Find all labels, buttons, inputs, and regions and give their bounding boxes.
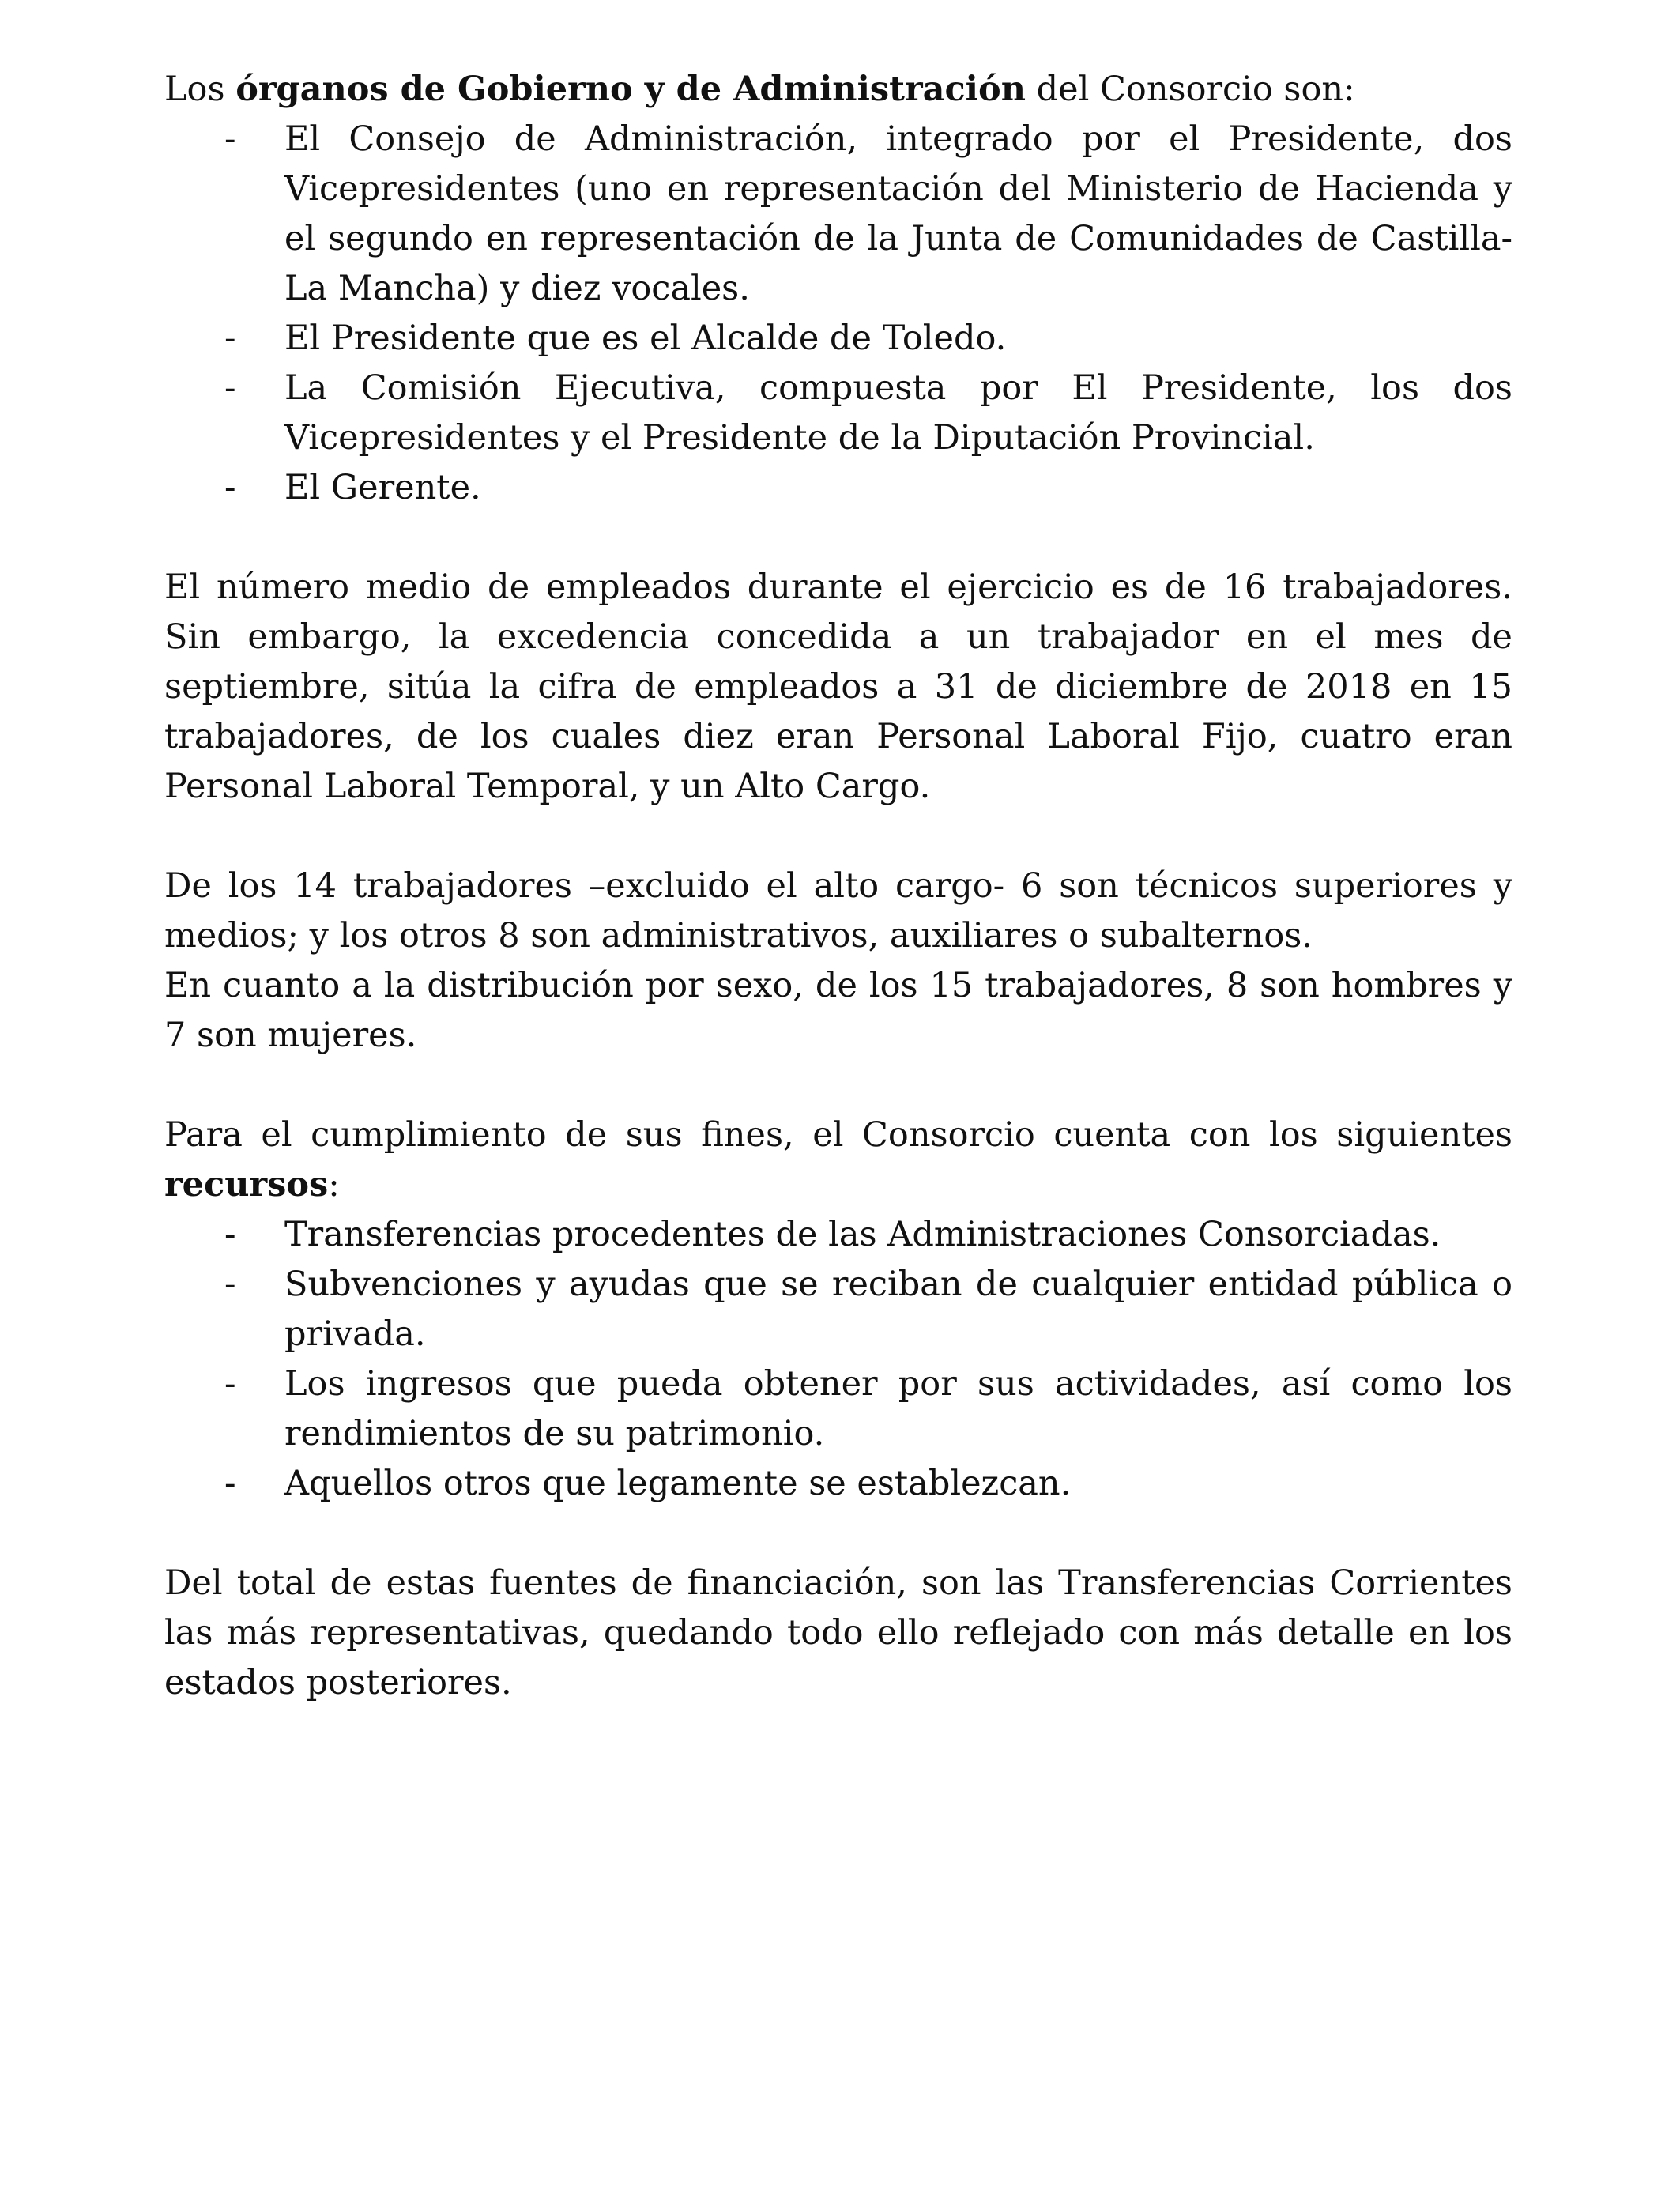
staff-paragraph: De los 14 trabajadores –excluido el alto cargo- 6 son técnicos superiores y medios; y los otros 8 son administrativos, auxiliares o subalternos.: [164, 866, 1512, 956]
governing-bodies-intro: [164, 65, 1512, 115]
list-dash: -: [224, 368, 236, 408]
list-item: [164, 1260, 1512, 1359]
list-dash: -: [224, 1364, 236, 1404]
list-item-text: El Consejo de Administración, integrado por el Presidente, dos Vicepresidentes (uno en representación del Ministerio de Hacienda y el segundo en representación de la Junta de Comunidades de Castilla-La Mancha) y diez vocales.: [284, 119, 1512, 308]
list-dash: -: [224, 1464, 236, 1503]
list-item: [164, 463, 1512, 513]
list-item-text: La Comisión Ejecutiva, compuesta por El Presidente, los dos Vicepresidentes y el Presidente de la Diputación Provincial.: [284, 368, 1512, 458]
governing-bodies-list: [164, 115, 1512, 513]
sex-distribution-paragraph: En cuanto a la distribución por sexo, de los 15 trabajadores, 8 son hombres y 7 son mujeres.: [164, 966, 1512, 1055]
list-item-text: Los ingresos que pueda obtener por sus actividades, así como los rendimientos de su patrimonio.: [284, 1364, 1512, 1453]
list-item: [164, 314, 1512, 364]
resources-intro: [164, 1110, 1512, 1210]
resources-list: [164, 1210, 1512, 1509]
list-item-text: El Presidente que es el Alcalde de Toledo.: [284, 319, 1007, 358]
intro-text-post: del Consorcio son:: [1025, 70, 1355, 109]
list-dash: -: [224, 1215, 236, 1254]
resources-bold-term: recursos: [164, 1165, 329, 1204]
list-item-text: Subvenciones y ayudas que se reciban de cualquier entidad pública o privada.: [284, 1265, 1512, 1354]
list-dash: -: [224, 1265, 236, 1304]
list-dash: -: [224, 468, 236, 507]
list-item-text: El Gerente.: [284, 468, 481, 507]
list-dash: -: [224, 119, 236, 159]
list-item: [164, 364, 1512, 463]
list-dash: -: [224, 319, 236, 358]
list-item-text: Aquellos otros que legamente se establezcan.: [284, 1464, 1072, 1503]
resources-text-post: :: [328, 1165, 340, 1204]
list-item: [164, 1210, 1512, 1260]
intro-bold-term: órganos de Gobierno y de Administración: [235, 70, 1026, 109]
employees-paragraph: El número medio de empleados durante el ejercicio es de 16 trabajadores. Sin embargo, la excedencia concedida a un trabajador en el mes de septiembre, sitúa la cifra de empleados a 31 de diciembre de 2018 en 15 trabajadores, de los cuales diez eran Personal Laboral Fijo, cuatro eran Personal Laboral Temporal, y un Alto Cargo.: [164, 567, 1512, 806]
resources-text-pre: Para el cumplimiento de sus fines, el Consorcio cuenta con los siguientes: [164, 1115, 1512, 1155]
list-item: [164, 115, 1512, 314]
list-item: [164, 1359, 1512, 1459]
list-item-text: Transferencias procedentes de las Administraciones Consorciadas.: [284, 1215, 1441, 1254]
document-page: [164, 65, 1512, 1708]
intro-text-pre: Los: [164, 70, 236, 109]
closing-paragraph: Del total de estas fuentes de financiación, son las Transferencias Corrientes las más representativas, quedando todo ello reflejado con más detalle en los estados posteriores.: [164, 1563, 1512, 1702]
list-item: [164, 1459, 1512, 1509]
